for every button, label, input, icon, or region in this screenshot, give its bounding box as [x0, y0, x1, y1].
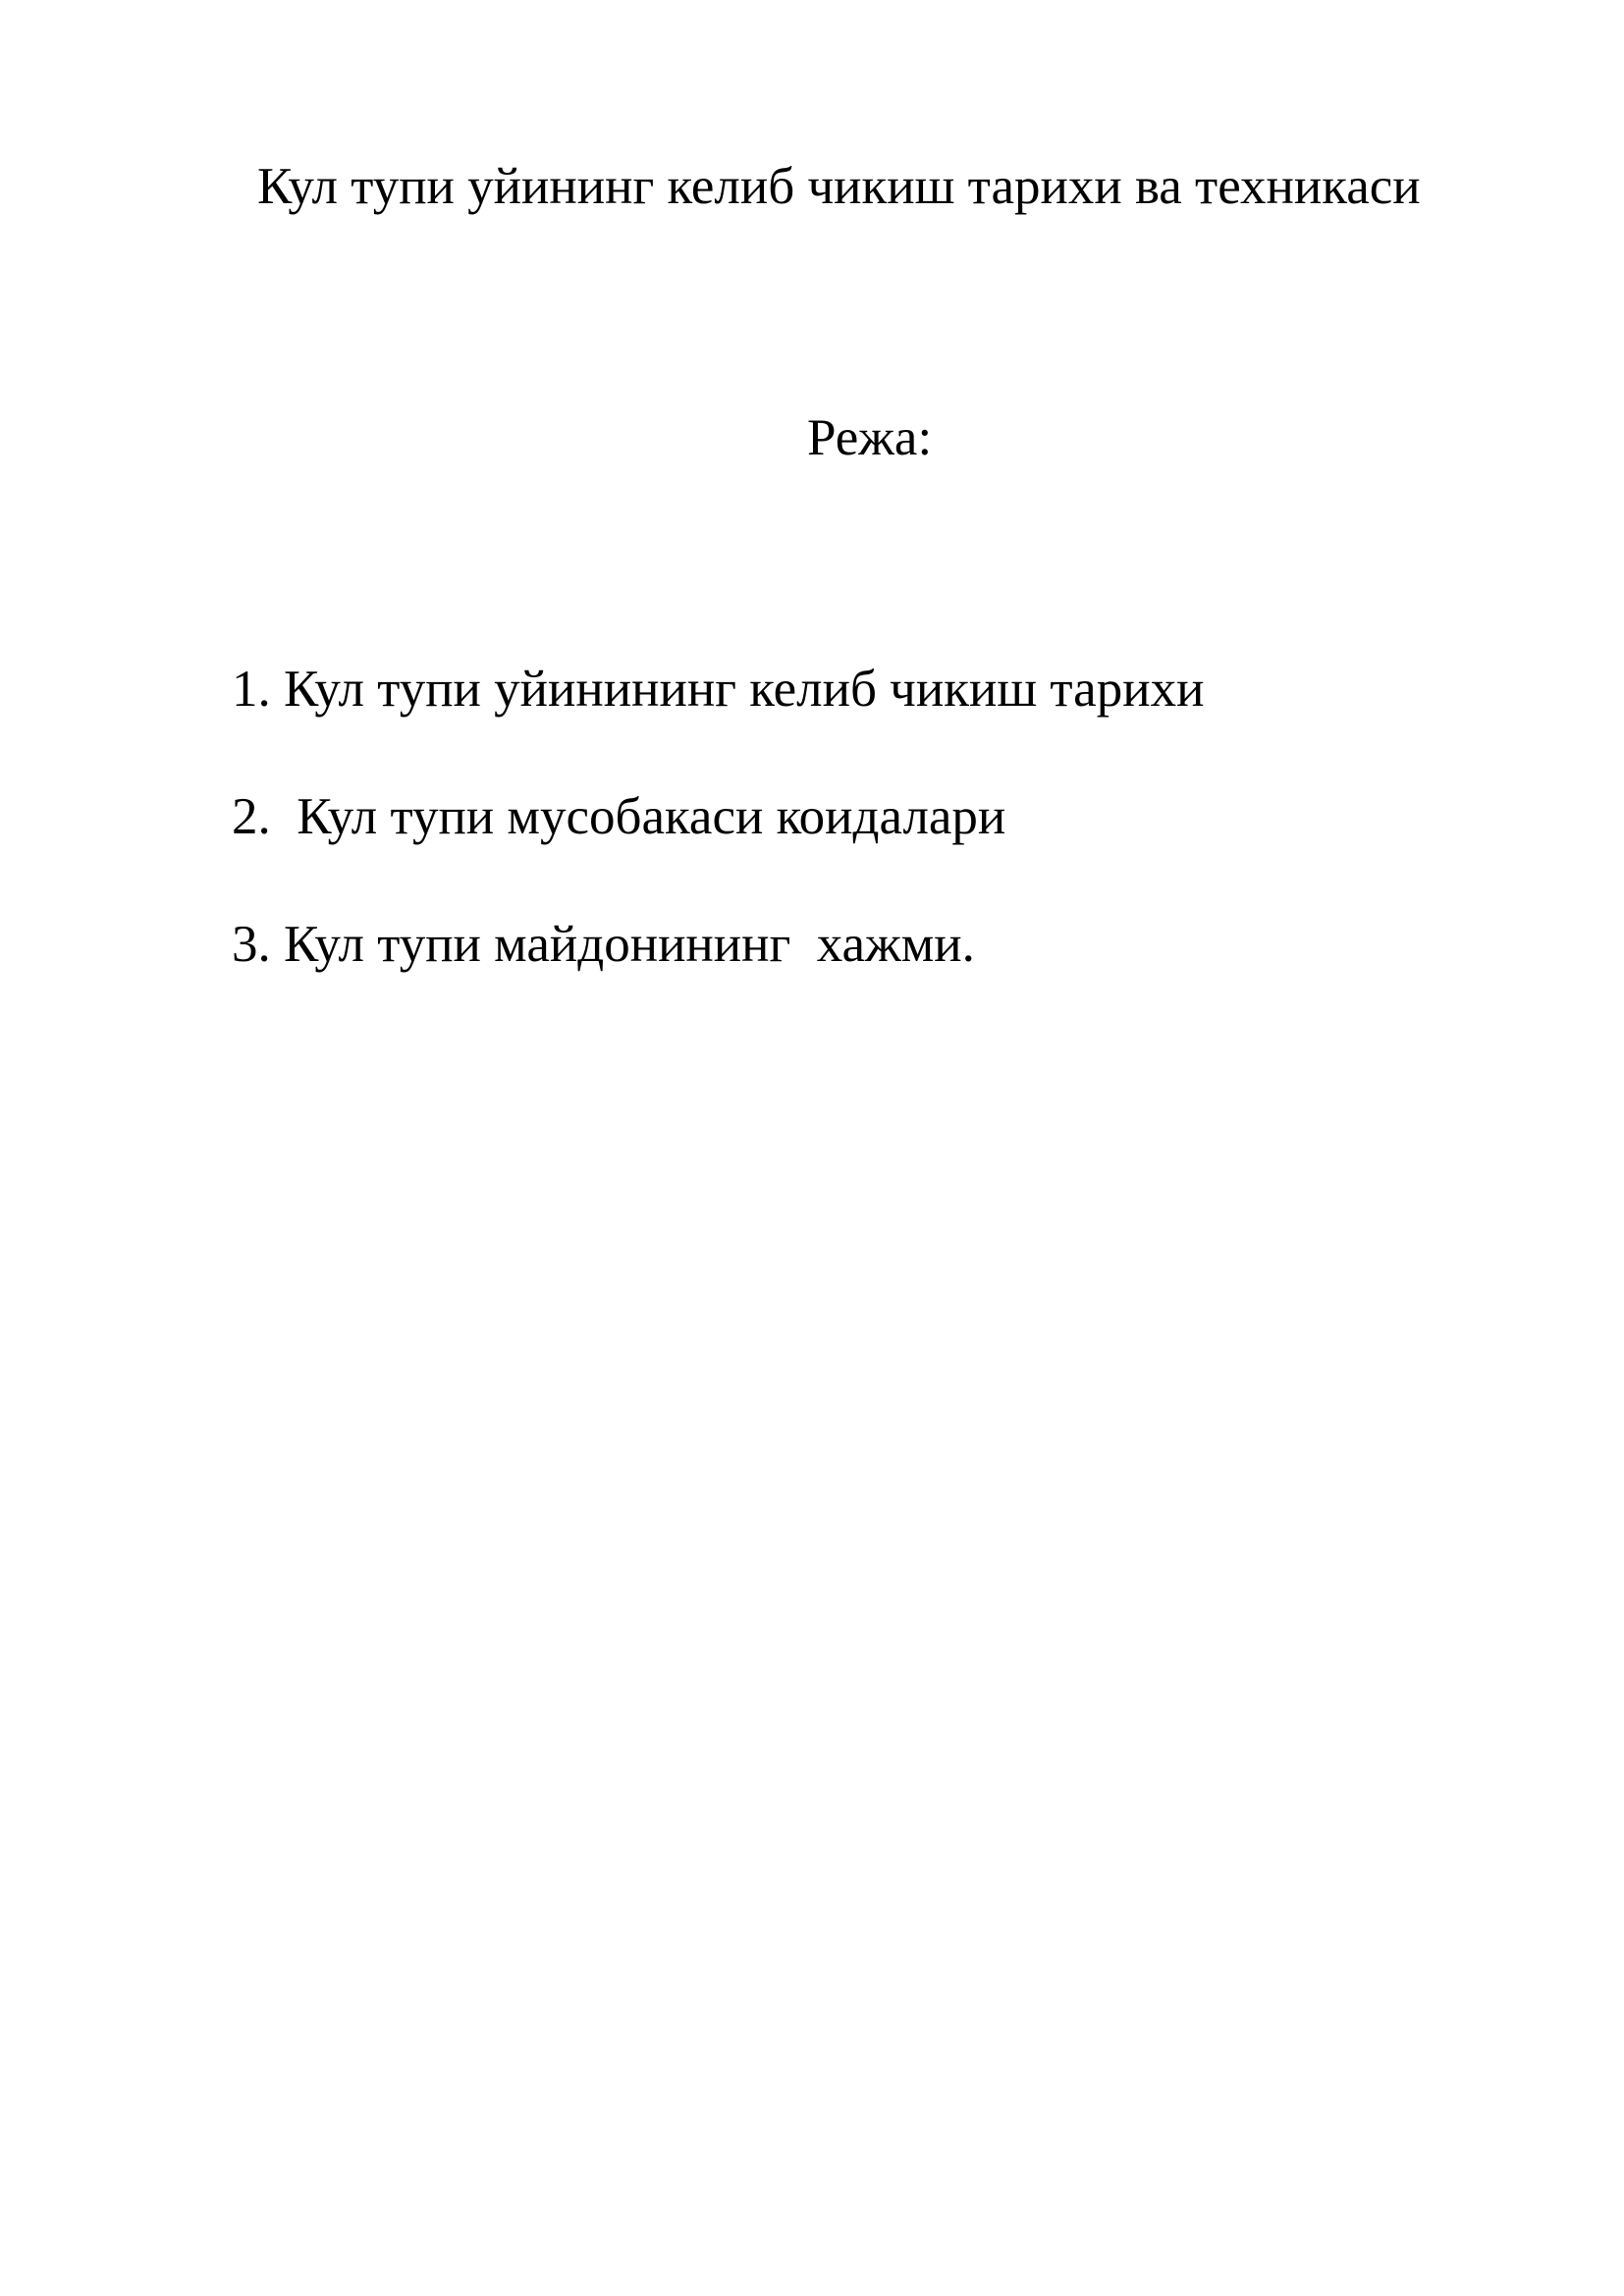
plan-item-field-size: 3. Кул тупи майдонининг хажми.	[232, 916, 975, 973]
plan-item-rules: 2. Кул тупи мусобакаси коидалари	[232, 788, 1006, 845]
plan-item-history: 1. Кул тупи уйинининг келиб чикиш тарихи	[232, 661, 1205, 718]
plan-heading: Режа:	[807, 409, 933, 466]
document-title: Кул тупи уйининг келиб чикиш тарихи ва техникаси	[257, 158, 1421, 215]
